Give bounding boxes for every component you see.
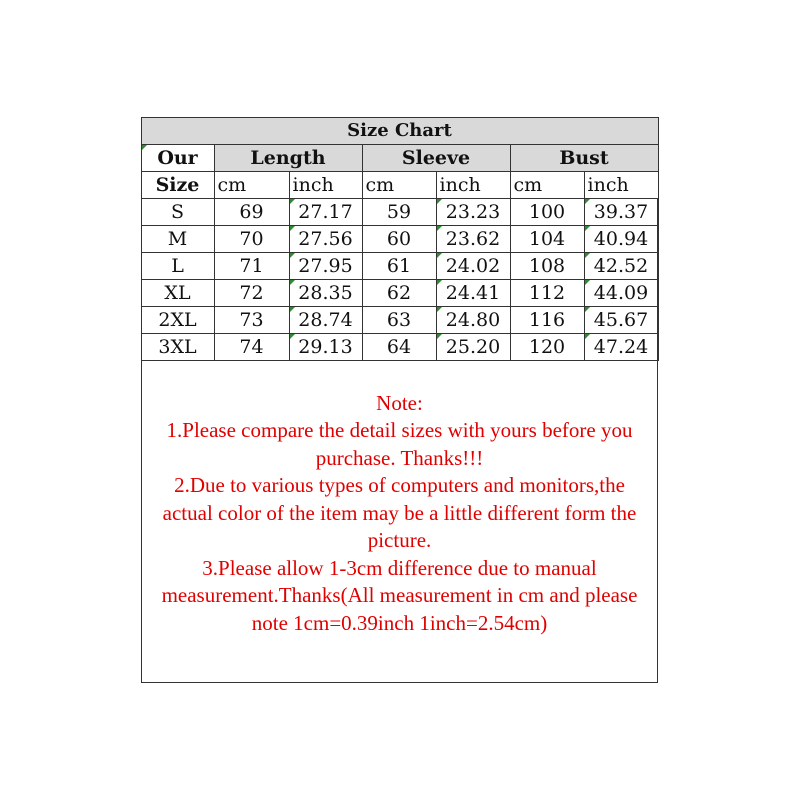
our-size-header-line1: Our <box>141 144 214 171</box>
note-line: 2.Due to various types of computers and monitors,the <box>174 473 625 498</box>
our-size-header-line2: Size <box>141 171 214 198</box>
bust-cm-cell: 104 <box>510 225 584 252</box>
sleeve-cm-cell: 60 <box>362 225 436 252</box>
unit-header-row <box>141 171 658 198</box>
note-line: 3.Please allow 1-3cm difference due to manual <box>202 555 597 580</box>
sleeve-cm-cell: 62 <box>362 279 436 306</box>
size-label: L <box>141 252 214 279</box>
sleeve-cm-cell: 61 <box>362 252 436 279</box>
note-line: 1.Please compare the detail sizes with yours before you <box>166 418 633 443</box>
sleeve-cm-cell: 59 <box>362 198 436 225</box>
note-box <box>142 361 657 667</box>
sleeve-inch-unit: inch <box>436 171 510 198</box>
sleeve-inch-cell: 24.41 <box>436 279 510 306</box>
sleeve-inch-cell: 25.20 <box>436 333 510 360</box>
length-cm-cell: 74 <box>214 333 289 360</box>
size-label: S <box>141 198 214 225</box>
size-table <box>141 117 659 361</box>
bust-header: Bust <box>510 144 658 171</box>
note-line: measurement.Thanks(All measurement in cm and please <box>161 583 638 608</box>
table-row <box>141 252 658 279</box>
length-cm-cell: 72 <box>214 279 289 306</box>
length-cm-cell: 70 <box>214 225 289 252</box>
length-inch-unit: inch <box>289 171 362 198</box>
bust-cm-cell: 100 <box>510 198 584 225</box>
bust-inch-unit: inch <box>584 171 658 198</box>
length-inch-cell: 27.56 <box>289 225 362 252</box>
note-line: picture. <box>367 528 432 553</box>
bust-inch-cell: 39.37 <box>584 198 658 225</box>
table-row <box>141 333 658 360</box>
sleeve-inch-cell: 24.02 <box>436 252 510 279</box>
length-inch-cell: 28.74 <box>289 306 362 333</box>
sleeve-cm-unit: cm <box>362 171 436 198</box>
group-header-row <box>141 144 658 171</box>
bust-cm-cell: 116 <box>510 306 584 333</box>
size-label: XL <box>141 279 214 306</box>
length-cm-cell: 69 <box>214 198 289 225</box>
table-title: Size Chart <box>141 117 658 144</box>
size-label: M <box>141 225 214 252</box>
note-heading: Note: <box>376 390 423 415</box>
bust-cm-cell: 120 <box>510 333 584 360</box>
length-inch-cell: 27.17 <box>289 198 362 225</box>
bust-inch-cell: 45.67 <box>584 306 658 333</box>
bust-inch-cell: 40.94 <box>584 225 658 252</box>
sleeve-inch-cell: 23.23 <box>436 198 510 225</box>
sleeve-cm-cell: 64 <box>362 333 436 360</box>
note-line: purchase. Thanks!!! <box>315 445 484 470</box>
sleeve-inch-cell: 24.80 <box>436 306 510 333</box>
length-inch-cell: 29.13 <box>289 333 362 360</box>
bust-cm-cell: 112 <box>510 279 584 306</box>
table-row <box>141 306 658 333</box>
bust-cm-cell: 108 <box>510 252 584 279</box>
length-header: Length <box>214 144 362 171</box>
size-label: 2XL <box>141 306 214 333</box>
bust-inch-cell: 47.24 <box>584 333 658 360</box>
bust-inch-cell: 44.09 <box>584 279 658 306</box>
bust-cm-unit: cm <box>510 171 584 198</box>
title-row <box>141 117 658 144</box>
table-row <box>141 198 658 225</box>
note-line: note 1cm=0.39inch 1inch=2.54cm) <box>251 610 548 635</box>
length-cm-unit: cm <box>214 171 289 198</box>
length-cm-cell: 73 <box>214 306 289 333</box>
size-chart <box>141 117 658 683</box>
sleeve-cm-cell: 63 <box>362 306 436 333</box>
sleeve-header: Sleeve <box>362 144 510 171</box>
note-line: actual color of the item may be a little different form the <box>162 500 637 525</box>
sleeve-inch-cell: 23.62 <box>436 225 510 252</box>
length-inch-cell: 28.35 <box>289 279 362 306</box>
table-row <box>141 279 658 306</box>
length-cm-cell: 71 <box>214 252 289 279</box>
table-row <box>141 225 658 252</box>
length-inch-cell: 27.95 <box>289 252 362 279</box>
size-label: 3XL <box>141 333 214 360</box>
bust-inch-cell: 42.52 <box>584 252 658 279</box>
